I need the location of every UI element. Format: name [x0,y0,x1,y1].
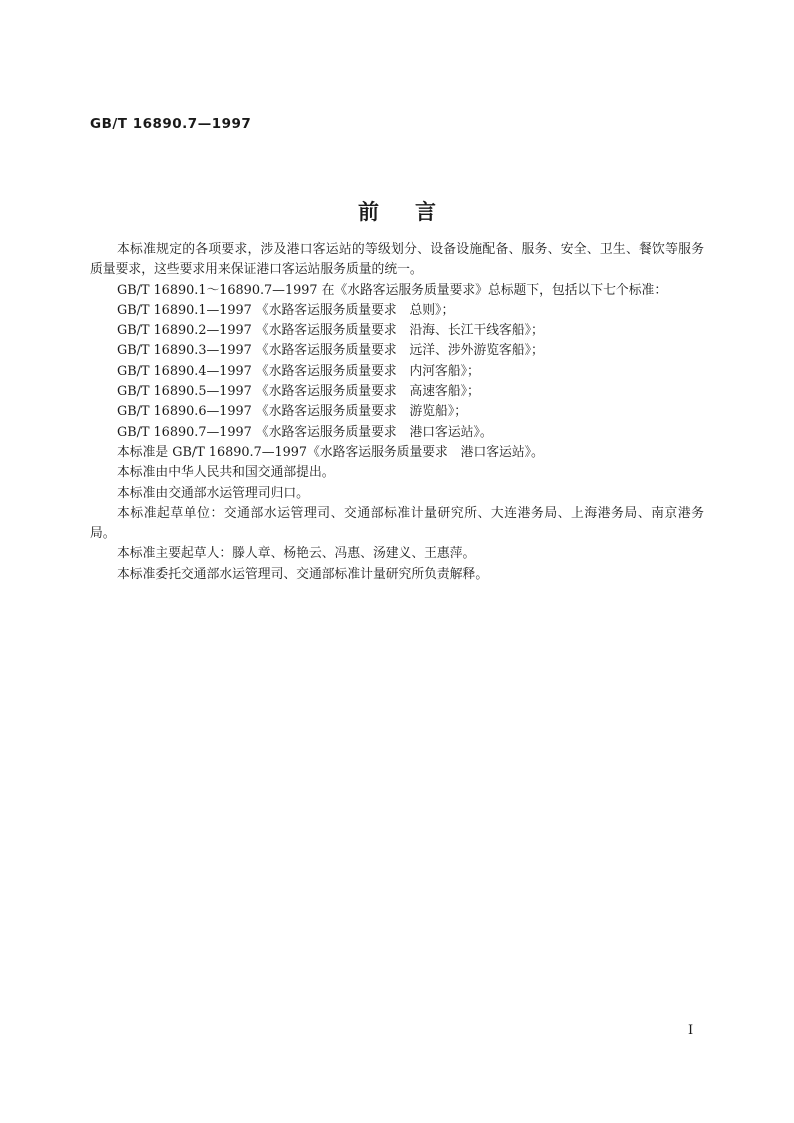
standard-list-item: GB/T 16890.4—1997 《水路客运服务质量要求 内河客船》； [117,363,480,379]
standard-list-item: GB/T 16890.1—1997 《水路客运服务质量要求 总则》； [117,302,455,318]
paragraph: 本标准规定的各项要求，涉及港口客运站的等级划分、设备设施配备、服务、安全、卫生、餐饮等服务质量要求，这些要求用来保证港口客运站服务质量的统一。 [90,242,704,278]
paragraph: 本标准是 GB/T 16890.7—1997《水路客运服务质量要求 港口客运站》。 [117,444,544,460]
foreword-body [90,240,704,585]
paragraph: GB/T 16890.1～16890.7—1997 在《水路客运服务质量要求》总标题下，包括以下七个标准： [117,282,668,298]
paragraph: 本标准主要起草人：滕人章、杨艳云、冯惠、汤建义、王惠萍。 [117,546,476,562]
standard-list-item: GB/T 16890.3—1997 《水路客运服务质量要求 远洋、涉外游览客船》； [117,343,544,359]
standard-list-item: GB/T 16890.2—1997 《水路客运服务质量要求 沿海、长江干线客船》； [117,323,544,339]
page-title: 前言 [358,200,472,224]
paragraph: 本标准起草单位：交通部水运管理司、交通部标准计量研究所、大连港务局、上海港务局、南京港务局。 [90,505,704,542]
paragraph: 本标准委托交通部水运管理司、交通部标准计量研究所负责解释。 [117,566,489,582]
paragraph: 本标准由交通部水运管理司归口。 [117,485,309,501]
standard-code: GB/T 16890.7—1997 [90,116,252,132]
page-number: I [688,1023,694,1038]
standard-list-item: GB/T 16890.5—1997 《水路客运服务质量要求 高速客船》； [117,384,480,400]
standard-list-item: GB/T 16890.7—1997 《水路客运服务质量要求 港口客运站》。 [117,424,493,440]
standard-list-item: GB/T 16890.6—1997 《水路客运服务质量要求 游览船》； [117,404,468,420]
paragraph: 本标准由中华人民共和国交通部提出。 [117,465,335,481]
